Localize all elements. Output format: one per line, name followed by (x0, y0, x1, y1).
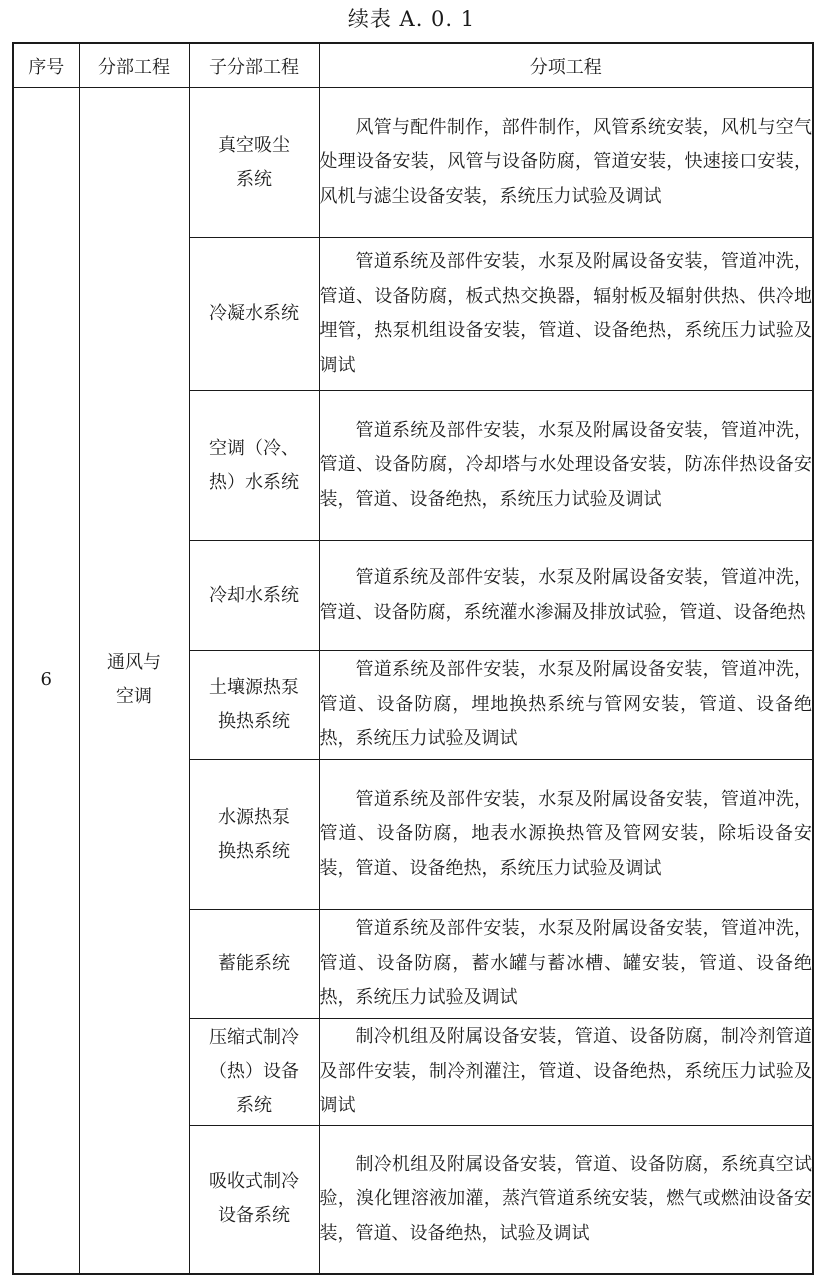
subdivision-name-line3: 系统 (236, 1095, 272, 1116)
row-number: 6 (40, 669, 52, 691)
subdivision-name-line1: 真空吸尘 (218, 134, 290, 156)
subdivision-cell (189, 1019, 319, 1126)
item-list-cell: 管道系统及部件安装，水泵及附属设备安装，管道冲洗，管道、设备防腐，系统灌水渗漏及排放试验，管道、设备绝热 (319, 541, 813, 651)
division-name-line2: 空调 (116, 686, 152, 708)
subdivision-cell (189, 238, 319, 391)
header-row (13, 43, 813, 88)
subdivision-name-line1: 空调（冷、 (209, 437, 299, 459)
header-division: 分部工程 (79, 43, 189, 88)
subdivision-name-line1: 压缩式制冷 (209, 1027, 299, 1048)
subproject-table (12, 42, 814, 1275)
item-list-cell: 管道系统及部件安装，水泵及附属设备安装，管道冲洗，管道、设备防腐，埋地换热系统与管网安装，管道、设备绝热，系统压力试验及调试 (319, 651, 813, 760)
subdivision-cell (189, 651, 319, 760)
subdivision-cell (189, 391, 319, 541)
table-row (13, 88, 813, 238)
subdivision-name-line1: 土壤源热泵 (209, 677, 299, 698)
item-list-cell: 制冷机组及附属设备安装，管道、设备防腐，系统真空试验，溴化锂溶液加灌，蒸汽管道系统安装，燃气或燃油设备安装，管道、设备绝热，试验及调试 (319, 1126, 813, 1274)
item-list-cell: 风管与配件制作，部件制作，风管系统安装，风机与空气处理设备安装，风管与设备防腐，管道安装，快速接口安装，风机与滤尘设备安装，系统压力试验及调试 (319, 88, 813, 238)
header-subdivision: 子分部工程 (189, 43, 319, 88)
subdivision-name-line1: 冷凝水系统 (209, 303, 299, 324)
division-cell (79, 88, 189, 1274)
subdivision-name-line2: （热）设备 (209, 1061, 299, 1082)
item-list-cell: 管道系统及部件安装，水泵及附属设备安装，管道冲洗，管道、设备防腐，冷却塔与水处理设备安装，防冻伴热设备安装，管道、设备绝热，系统压力试验及调试 (319, 391, 813, 541)
header-number: 序号 (13, 43, 79, 88)
item-list-cell: 制冷机组及附属设备安装，管道、设备防腐，制冷剂管道及部件安装，制冷剂灌注，管道、设备绝热，系统压力试验及调试 (319, 1019, 813, 1126)
item-list-cell: 管道系统及部件安装，水泵及附属设备安装，管道冲洗，管道、设备防腐，板式热交换器，辐射板及辐射供热、供冷地埋管，热泵机组设备安装，管道、设备绝热，系统压力试验及调试 (319, 238, 813, 391)
subdivision-cell (189, 760, 319, 910)
subdivision-cell (189, 541, 319, 651)
subdivision-name-line1: 蓄能系统 (218, 953, 290, 974)
subdivision-name-line2: 换热系统 (218, 840, 290, 862)
subdivision-cell (189, 88, 319, 238)
subdivision-name-line2: 换热系统 (218, 711, 290, 732)
table-caption: 续表 A. 0. 1 (347, 7, 476, 31)
subdivision-cell (189, 1126, 319, 1274)
subdivision-name-line1: 水源热泵 (218, 806, 290, 828)
row-number-cell (13, 88, 79, 1274)
item-list-cell: 管道系统及部件安装，水泵及附属设备安装，管道冲洗，管道、设备防腐，蓄水罐与蓄冰槽、罐安装，管道、设备绝热，系统压力试验及调试 (319, 910, 813, 1019)
header-items: 分项工程 (319, 43, 813, 88)
item-list-cell: 管道系统及部件安装，水泵及附属设备安装，管道冲洗，管道、设备防腐，地表水源换热管及管网安装，除垢设备安装，管道、设备绝热，系统压力试验及调试 (319, 760, 813, 910)
subdivision-cell (189, 910, 319, 1019)
subdivision-name-line2: 系统 (236, 168, 272, 190)
subdivision-name-line1: 冷却水系统 (209, 584, 299, 606)
subdivision-name-line1: 吸收式制冷 (209, 1171, 299, 1193)
subdivision-name-line2: 热）水系统 (209, 471, 299, 493)
division-name-line1: 通风与 (107, 652, 161, 674)
subdivision-name-line2: 设备系统 (218, 1205, 290, 1227)
